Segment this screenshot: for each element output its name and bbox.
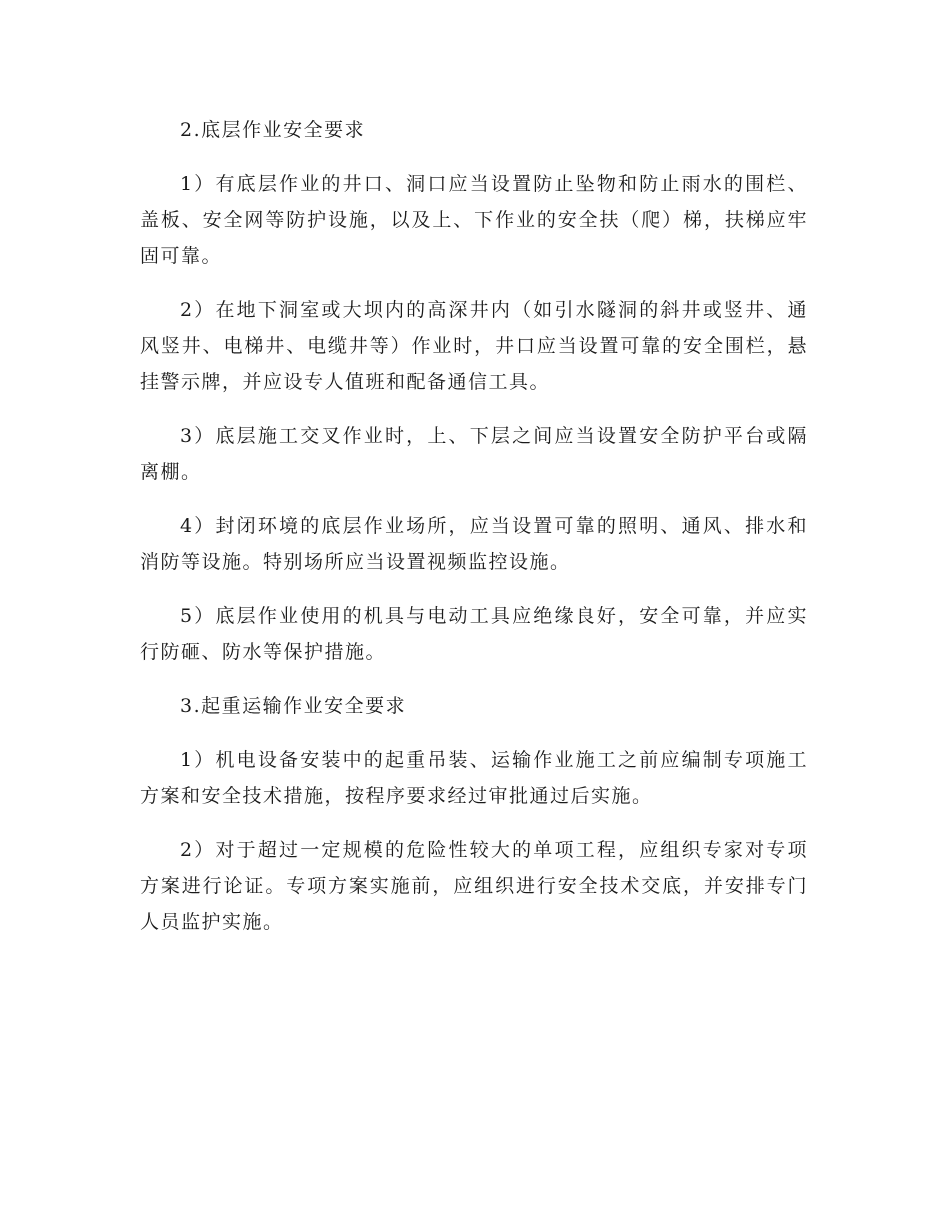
paragraph-lifting-2: 2）对于超过一定规模的危险性较大的单项工程，应组织专家对专项方案进行论证。专项方案实施前，应组织进行安全技术交底，并安排专门人员监护实施。 [140, 839, 808, 933]
paragraph-underground-1: 1）有底层作业的井口、洞口应当设置防止坠物和防止雨水的围栏、盖板、安全网等防护设施，以及上、下作业的安全扶（爬）梯，扶梯应牢固可靠。 [140, 173, 808, 267]
paragraph-underground-5: 5）底层作业使用的机具与电动工具应绝缘良好，安全可靠，并应实行防砸、防水等保护措施。 [140, 605, 808, 663]
section-heading-underground: 2.底层作业安全要求 [180, 119, 366, 141]
section-heading-lifting: 3.起重运输作业安全要求 [180, 695, 407, 717]
paragraph-underground-3: 3）底层施工交叉作业时，上、下层之间应当设置安全防护平台或隔离棚。 [140, 425, 808, 483]
document-body [140, 112, 808, 958]
paragraph-lifting-1: 1）机电设备安装中的起重吊装、运输作业施工之前应编制专项施工方案和安全技术措施，按程序要求经过审批通过后实施。 [140, 749, 808, 807]
paragraph-underground-2: 2）在地下洞室或大坝内的高深井内（如引水隧洞的斜井或竖井、通风竖井、电梯井、电缆井等）作业时，井口应当设置可靠的安全围栏，悬挂警示牌，并应设专人值班和配备通信工具。 [140, 299, 808, 393]
paragraph-underground-4: 4）封闭环境的底层作业场所，应当设置可靠的照明、通风、排水和消防等设施。特别场所应当设置视频监控设施。 [140, 515, 808, 573]
